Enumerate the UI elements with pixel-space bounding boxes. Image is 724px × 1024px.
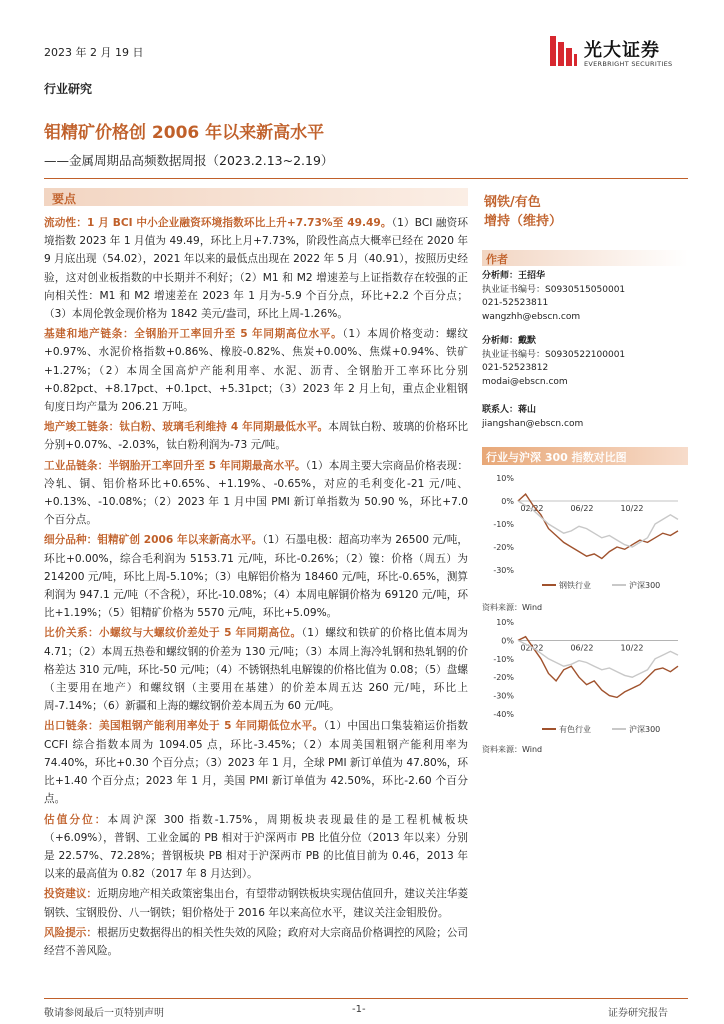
footer-divider (44, 998, 688, 999)
key-point-highlight: 地产竣工链条：钛白粉、玻璃毛利维持 4 年同期最低水平。 (44, 421, 329, 434)
legend-label: 有色行业 (559, 725, 591, 734)
key-point-paragraph (44, 531, 468, 622)
report-category: 行业研究 (44, 82, 93, 96)
key-points-heading: 要点 (52, 192, 77, 206)
author-2 (482, 335, 625, 389)
key-point-paragraph (44, 811, 468, 884)
contact-role: 联系人：蒋山 (482, 405, 537, 415)
key-point-text: （1）螺纹和铁矿的价格比值本周为 4.71；（2）本周五热卷和螺纹钢的价差为 130 元/吨；（3）本周上海冷轧钢和热轧钢的价格差达 310 元/吨，环比-50 元/吨；（4）不锈钢热轧电解镍的价格比值为 0.08；（5）盘螺（主要用在地产）和螺纹钢（主要用在基建）的价差本周五达 260 元/吨，环比上周-7.14%；（6）新疆和上海的螺纹钢价差本周五为 60 元/吨。 (44, 627, 468, 713)
logo-icon (548, 34, 578, 68)
y-tick-label: 0% (501, 497, 514, 506)
report-date: 2023 年 2 月 19 日 (44, 46, 144, 59)
contact (482, 404, 583, 431)
key-point-text: （1）BCI 融资环境指数 2023 年 1 月值为 49.49，环比上月+7.73%，阶段性高点大概率已经在 2020 年 9 月底出现（54.02），2021 年以来的最低点出现在 2022 年 5 月（40.91），按照历史经验，这对创业板指数的中长期并不利好；（2）M1 和 M2 增速差与上证指数存在较强的正向相关性：M1 和 M2 增速差在 2023 年 1 月为-5.9 个百分点，环比+2.2 个百分点；（3）本周伦敦金现价格为 1842 美元/盎司，环比上周-1.26%。 (44, 217, 468, 321)
key-points-body (44, 214, 468, 962)
key-point-highlight: 比价关系：小螺纹与大螺纹价差处于 5 年同期高位。 (44, 627, 302, 640)
y-tick-label: 10% (496, 474, 514, 483)
report-title: 钼精矿价格创 2006 年以来新高水平 (44, 123, 325, 143)
key-point-text: 根据历史数据得出的相关性失效的风险；政府对大宗商品价格调控的风险；公司经营不善风险。 (44, 926, 469, 957)
page-number: -1- (352, 1004, 366, 1015)
key-point-highlight: 流动性：1 月 BCI 中小企业融资环境指数环比上升+7.73%至 49.49。 (44, 217, 392, 229)
y-tick-label: -30% (493, 691, 514, 701)
author-2-phone: 021-52523812 (482, 363, 549, 373)
key-point-highlight: 细分品种：钼精矿创 2006 年以来新高水平。 (44, 534, 263, 547)
author-1-role: 分析师：王招华 (482, 271, 546, 281)
key-point-text: （1）石墨电极：超高功率为 26500 元/吨，环比+0.00%，综合毛利润为 5153.71 元/吨，环比-0.26%；（2）镍：价格（周五）为 214200 元/吨，环比上周-5.10%；（3）电解铝价格为 18460 元/吨，环比-0.65%，测算利润为 947.1 元/吨（不含税），环比-10.08%；（4）本周电解铜价格为 69120 元/吨，环比+1.19%；（5）钼精矿价格为 5570 元/吨，环比+5.09%。 (44, 534, 469, 620)
logo-text-en: EVERBRIGHT SECURITIES (584, 60, 673, 68)
y-tick-label: -10% (493, 520, 514, 529)
key-point-highlight: 工业品链条：半钢胎开工率回升至 5 年同期最高水平。 (44, 459, 306, 472)
chart-1-source: 资料来源：Wind (482, 603, 543, 612)
y-tick-label: -20% (493, 673, 514, 683)
steel-vs-hs300-chart (482, 470, 688, 598)
key-point-highlight: 基建和地产链条：全钢胎开工率回升至 5 年同期高位水平。 (44, 328, 343, 341)
author-2-cert: 执业证书编号：S0930522100001 (482, 349, 626, 360)
key-point-text: （1）中国出口集装箱运价指数 CCFI 综合指数本周为 1094.05 点，环比-3.45%；（2）本周美国粗钢产能利用率为 74.40%，环比+0.30 个百分点；（3）2023 年 1 月，全球 PMI 新订单值为 47.80%，环比+1.40 个百分点；2023 年 1 月，美国 PMI 新订单值为 42.50%，环比-2.60 个百分点。 (44, 720, 468, 806)
author-1 (482, 270, 625, 324)
key-point-paragraph (44, 624, 468, 715)
key-point-paragraph (44, 885, 468, 921)
footer-disclaimer: 敬请参阅最后一页特别声明 (44, 1008, 164, 1019)
x-tick-label: 10/22 (620, 504, 644, 513)
key-point-text: 近期房地产相关政策密集出台，有望带动钢铁板块实现估值回升，建议关注华菱钢铁、宝钢股份、八一钢铁；钼价格处于 2016 年以来高位水平，建议关注金钼股份。 (44, 888, 469, 919)
key-point-text: 本周钛白粉、玻璃的价格环比分别+0.07%、-2.03%，钛白粉利润为-73 元/吨。 (44, 421, 468, 452)
author-2-email[interactable]: modai@ebscn.com (482, 376, 568, 387)
x-tick-label: 10/22 (620, 643, 644, 653)
key-point-paragraph (44, 924, 468, 960)
key-point-text: 本周沪深 300 指数-1.75%，周期板块表现最佳的是工程机械板块（+6.09%），普钢、工业金属的 PB 相对于沪深两市 PB 比值分位（2013 年以来）分别是 22.57%、72.28%；普钢板块 PB 相对于沪深两市 PB 的比值目前为 0.46，2013 年以来的最高值为 0.82（2017 年 8 月达到）。 (44, 813, 469, 881)
chart-2-source: 资料来源：Wind (482, 745, 543, 754)
key-point-paragraph (44, 418, 468, 454)
key-point-paragraph (44, 457, 468, 530)
x-tick-label: 06/22 (570, 643, 594, 653)
key-point-paragraph (44, 325, 468, 416)
legend-label: 沪深300 (629, 581, 661, 590)
footer-report-type: 证券研究报告 (608, 1008, 668, 1019)
nonferrous-vs-hs300-chart (482, 614, 688, 742)
chart-heading: 行业与沪深 300 指数对比图 (486, 451, 627, 464)
y-tick-label: -30% (493, 566, 514, 575)
y-tick-label: 0% (501, 636, 514, 646)
y-tick-label: -10% (493, 654, 514, 664)
key-point-highlight: 投资建议： (44, 888, 98, 901)
legend-label: 沪深300 (629, 725, 661, 734)
rating-sector: 钢铁/有色 (484, 195, 541, 210)
author-2-role: 分析师：戴默 (482, 336, 537, 346)
y-tick-label: -40% (493, 710, 514, 719)
author-1-phone: 021-52523811 (482, 298, 549, 308)
x-tick-label: 02/22 (520, 504, 544, 513)
company-logo (548, 34, 688, 74)
contact-email[interactable]: jiangshan@ebscn.com (482, 418, 584, 429)
author-heading: 作者 (486, 253, 508, 266)
author-1-email[interactable]: wangzhh@ebscn.com (482, 311, 581, 322)
author-1-cert: 执业证书编号：S0930515050001 (482, 284, 626, 295)
key-point-highlight: 出口链条：美国粗钢产能利用率处于 5 年同期低位水平。 (44, 720, 324, 733)
key-points-banner (44, 188, 468, 206)
x-tick-label: 02/22 (520, 643, 544, 653)
author-banner (482, 250, 688, 266)
key-point-highlight: 估值分位： (44, 813, 108, 826)
key-point-paragraph (44, 717, 468, 808)
x-tick-label: 06/22 (570, 504, 594, 513)
logo-text-cn: 光大证券 (584, 40, 660, 61)
legend-label: 钢铁行业 (559, 581, 591, 590)
y-tick-label: -20% (493, 543, 514, 552)
report-subtitle: ——金属周期品高频数据周报（2023.2.13~2.19） (44, 153, 334, 168)
y-tick-label: 10% (496, 618, 514, 627)
title-divider (44, 178, 688, 179)
rating-value: 增持（维持） (484, 214, 563, 229)
key-point-text: （1）本周主要大宗商品价格表现：冷轧、铜、铝价格环比+0.65%、+1.19%、-0.65%，对应的毛利变化-21 元/吨、+0.13%、-10.08%；（2）2023 年 1 月中国 PMI 新订单指数为 50.90 %，环比+7.0 个百分点。 (44, 459, 468, 527)
key-point-highlight: 风险提示： (44, 926, 98, 939)
key-point-text: （1）本周价格变动：螺纹 +0.97%、水泥价格指数+0.86%、橡胶-0.82%、焦炭+0.00%、焦煤+0.94%、铁矿+1.27%；（2）本周全国高炉产能利用率、水泥、沥青、全钢胎开工率环比分别+0.82pct、+8.17pct、+0.1pct、+5.31pct；（3）2023 年 2 月上旬，重点企业粗钢旬度日均产量为 206.21 万吨。 (44, 328, 468, 414)
key-point-paragraph (44, 214, 468, 323)
